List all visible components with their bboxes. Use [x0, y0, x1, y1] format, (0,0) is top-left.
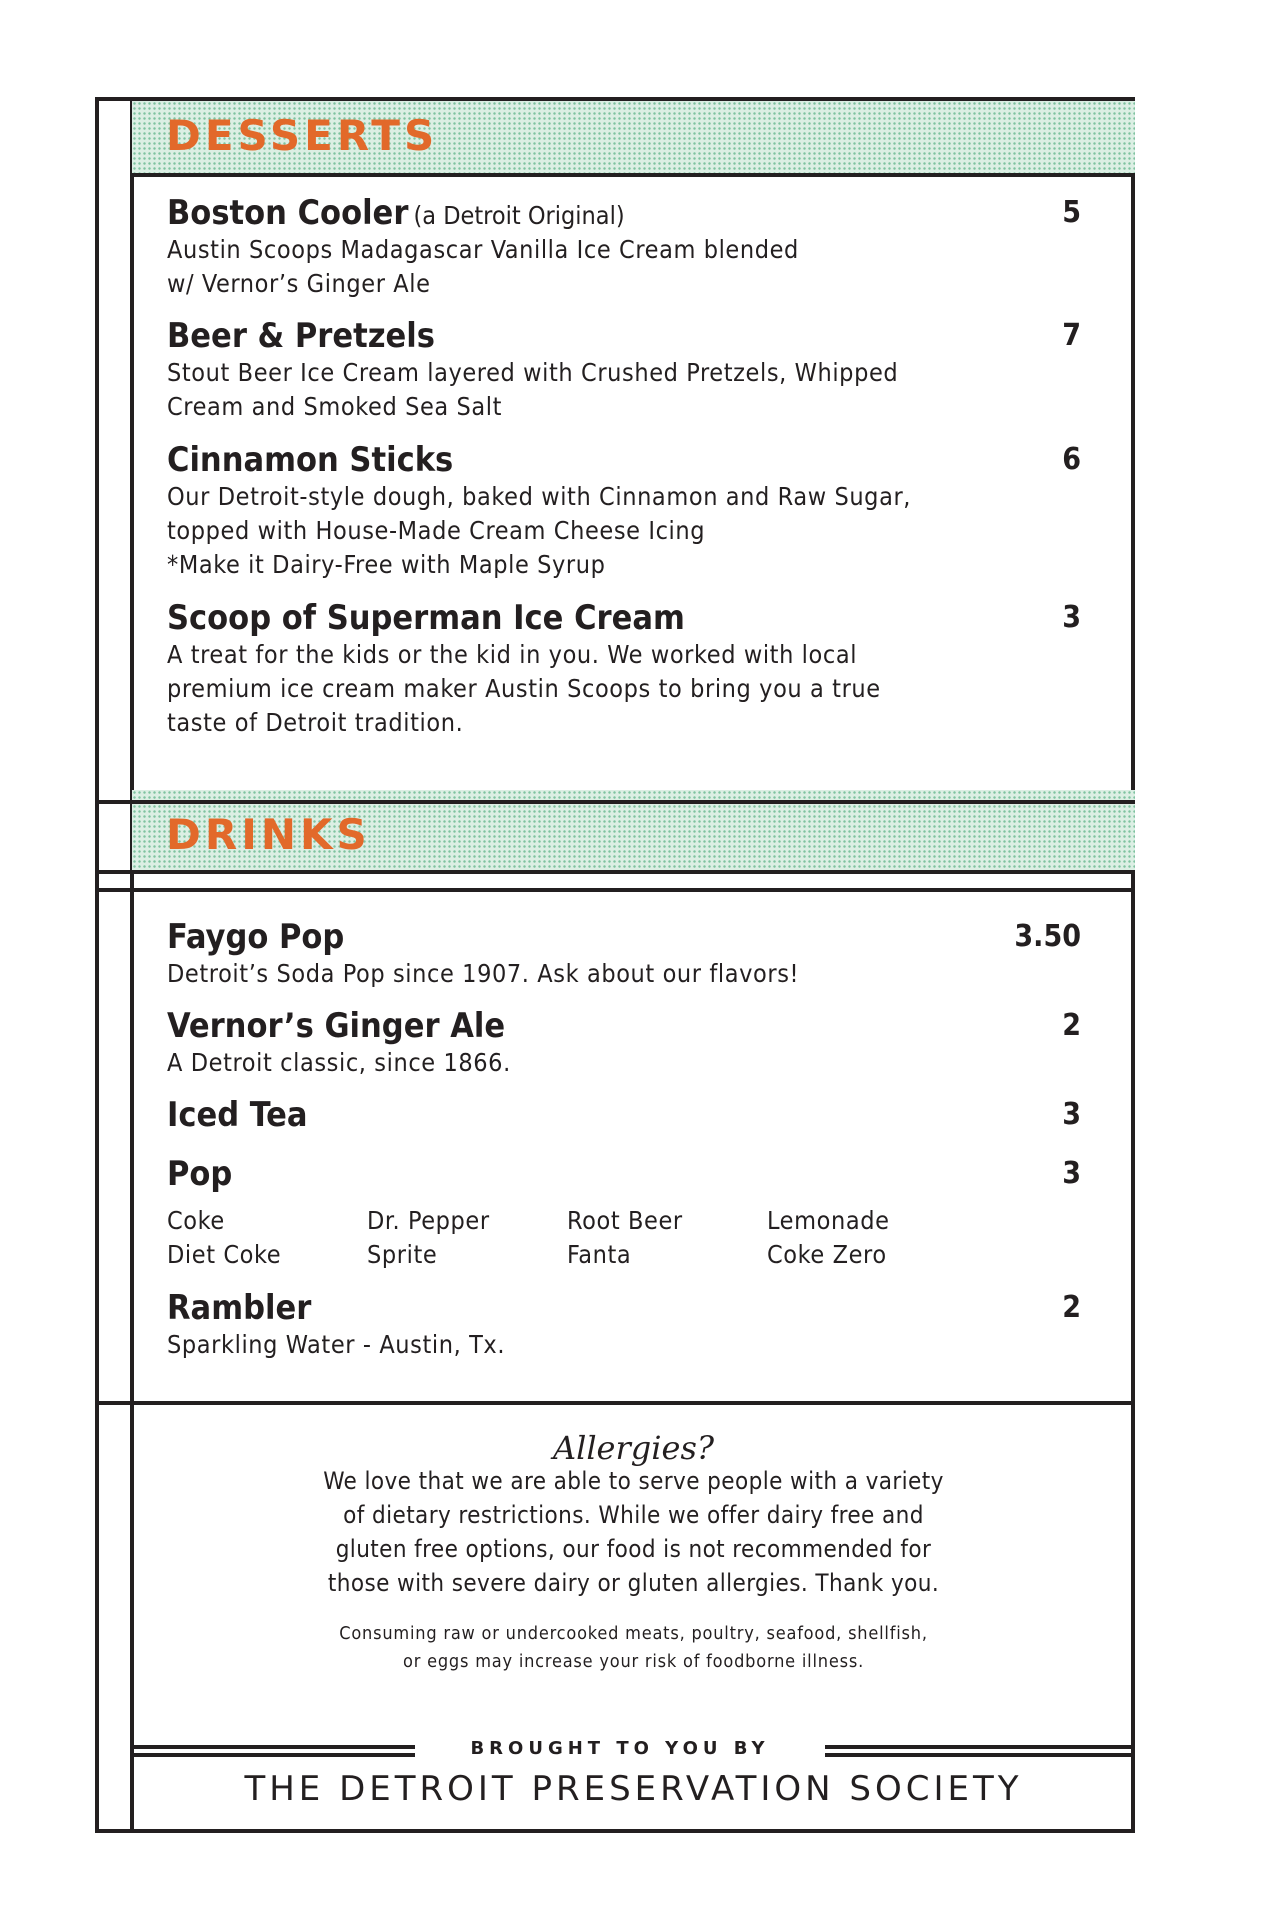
- pop-flavor: Sprite: [367, 1240, 438, 1269]
- menu-frame: [95, 97, 1135, 1833]
- description-line: Our Detroit-style dough, baked with Cinnamon and Raw Sugar,: [167, 482, 912, 511]
- item-price: 3.50: [1014, 919, 1081, 954]
- item-name: Scoop of Superman Ice Cream: [167, 598, 685, 638]
- pop-flavor: Coke Zero: [767, 1240, 887, 1269]
- description-line: A Detroit classic, since 1866.: [167, 1048, 511, 1077]
- desserts-header-band: [132, 101, 1135, 173]
- dessert-item-cinnamon-sticks: [167, 440, 1081, 582]
- item-description: [167, 957, 1081, 991]
- item-price: 7: [1062, 318, 1081, 353]
- pop-flavor: Dr. Pepper: [367, 1206, 490, 1235]
- description-line: Cream and Smoked Sea Salt: [167, 392, 503, 421]
- drinks-section-bottom-line: [95, 1401, 1135, 1405]
- item-name: Boston Cooler: [167, 193, 409, 233]
- drink-item-rambler: [167, 1288, 1081, 1362]
- description-line: Stout Beer Ice Cream layered with Crushed Pretzels, Whipped: [167, 358, 899, 387]
- allergy-line: gluten free options, our food is not recommended for: [335, 1535, 932, 1563]
- frame-bottom-border: [95, 1829, 1135, 1833]
- drinks-title: DRINKS: [166, 810, 371, 859]
- dessert-item-superman-ice-cream: [167, 598, 1081, 740]
- description-line: topped with House-Made Cream Cheese Icing: [167, 516, 706, 545]
- description-line: *Make it Dairy-Free with Maple Syrup: [167, 550, 606, 579]
- description-line: Sparkling Water - Austin, Tx.: [167, 1330, 506, 1359]
- item-price: 3: [1062, 1156, 1081, 1191]
- allergy-title: Allergies?: [552, 1429, 715, 1467]
- item-price: 2: [1062, 1008, 1081, 1043]
- item-description: [167, 1046, 1081, 1080]
- item-description: [167, 1328, 1081, 1362]
- item-description: [167, 233, 1081, 301]
- pop-flavor: Diet Coke: [167, 1240, 282, 1269]
- dessert-item-boston-cooler: [167, 193, 1081, 301]
- description-line: w/ Vernor’s Ginger Ale: [167, 269, 431, 298]
- description-line: A treat for the kids or the kid in you. We worked with local: [167, 640, 858, 669]
- drink-item-pop: [167, 1154, 1081, 1272]
- description-line: premium ice cream maker Austin Scoops to bring you a true: [167, 674, 881, 703]
- item-description: [167, 356, 1081, 424]
- warning-line: Consuming raw or undercooked meats, poultry, seafood, shellfish,: [339, 1623, 928, 1644]
- desserts-band-divider: [130, 173, 1135, 177]
- item-price: 3: [1062, 1097, 1081, 1132]
- item-name: Pop: [167, 1154, 233, 1194]
- drinks-header-band: [132, 804, 1135, 870]
- item-description: [167, 480, 1081, 582]
- item-price: 2: [1062, 1290, 1081, 1325]
- pop-flavor: Coke: [167, 1206, 225, 1235]
- food-safety-warning: [132, 1620, 1135, 1676]
- item-name: Iced Tea: [167, 1095, 308, 1135]
- description-line: Detroit’s Soda Pop since 1907. Ask about our flavors!: [167, 959, 800, 988]
- item-name: Vernor’s Ginger Ale: [167, 1006, 506, 1046]
- item-price: 5: [1062, 195, 1081, 230]
- pop-flavor: Lemonade: [767, 1206, 890, 1235]
- allergy-line: those with severe dairy or gluten allergies. Thank you.: [327, 1569, 940, 1597]
- item-price: 6: [1062, 442, 1081, 477]
- item-name: Faygo Pop: [167, 917, 345, 957]
- pop-flavor: Root Beer: [567, 1206, 683, 1235]
- drinks-band-bottom-line: [95, 870, 1135, 874]
- item-name: Beer & Pretzels: [167, 316, 435, 356]
- drinks-band-second-line: [95, 888, 1135, 892]
- allergy-body: [132, 1464, 1135, 1600]
- warning-line: or eggs may increase your risk of foodborne illness.: [402, 1651, 865, 1672]
- item-description: [167, 638, 1081, 740]
- item-price: 3: [1062, 600, 1081, 635]
- item-name: Cinnamon Sticks: [167, 440, 454, 480]
- drinks-top-stripe: [132, 790, 1135, 800]
- frame-left-border: [95, 97, 99, 1833]
- description-line: Austin Scoops Madagascar Vanilla Ice Cream blended: [167, 235, 799, 264]
- item-name: Rambler: [167, 1288, 312, 1328]
- dessert-item-beer-pretzels: [167, 316, 1081, 424]
- desserts-title: DESSERTS: [166, 111, 439, 160]
- drink-item-vernors: [167, 1006, 1081, 1080]
- society-name: THE DETROIT PRESERVATION SOCIETY: [244, 1769, 1023, 1809]
- drink-item-iced-tea: [167, 1095, 1081, 1135]
- allergy-line: of dietary restrictions. While we offer dairy free and: [343, 1501, 924, 1529]
- description-line: taste of Detroit tradition.: [167, 708, 464, 737]
- pop-flavor-list: [167, 1204, 1081, 1272]
- drink-item-faygo: [167, 917, 1081, 991]
- brought-to-you-by: BROUGHT TO YOU BY: [415, 1739, 825, 1759]
- pop-flavor: Fanta: [567, 1240, 632, 1269]
- allergy-line: We love that we are able to serve people with a variety: [323, 1467, 944, 1495]
- allergy-notice: [132, 1429, 1135, 1676]
- item-note: (a Detroit Original): [413, 201, 625, 230]
